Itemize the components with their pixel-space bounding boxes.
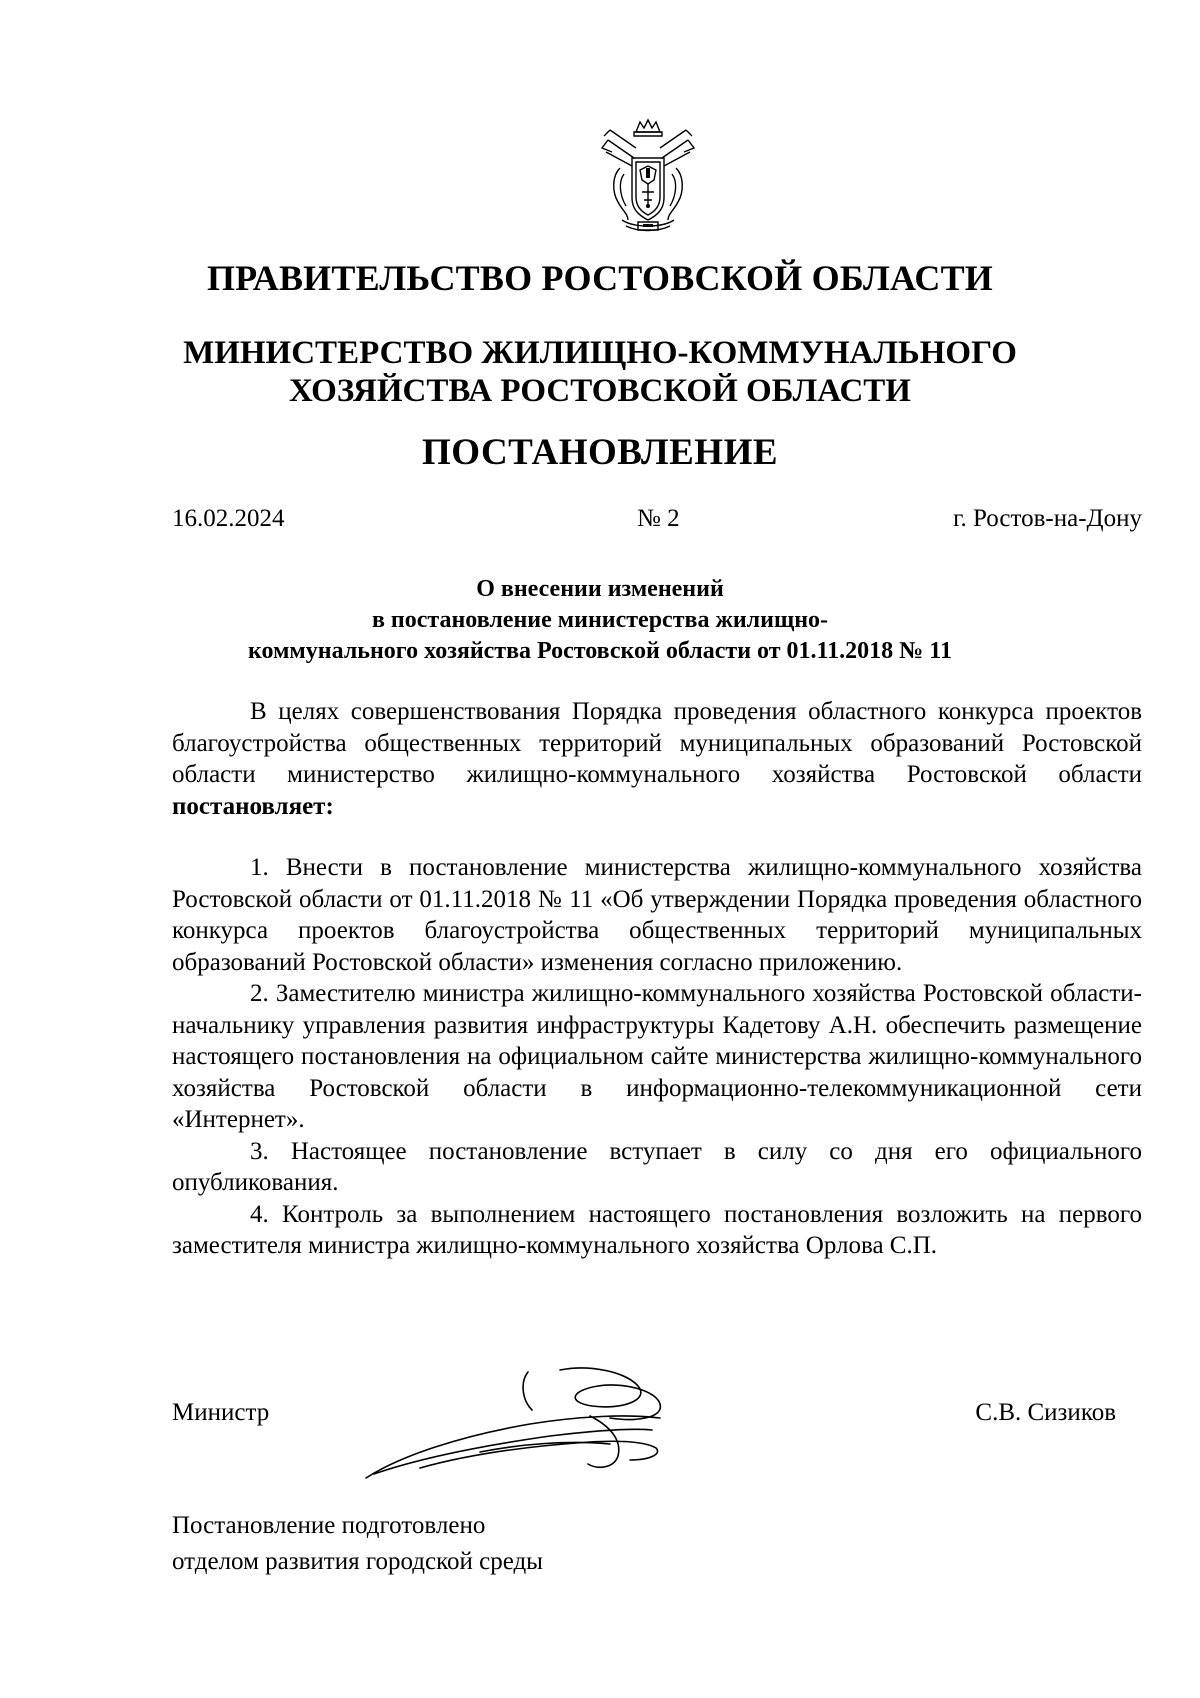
document-type: ПОСТАНОВЛЕНИЕ xyxy=(421,432,779,473)
prepared-by-line-2: отделом развития городской среды xyxy=(172,1548,543,1575)
intro-decree-word: постановляет: xyxy=(172,792,334,820)
government-title: ПРАВИТЕЛЬСТВО РОСТОВСКОЙ ОБЛАСТИ xyxy=(206,258,994,298)
ministry-title-line-2: ХОЗЯЙСТВА РОСТОВСКОЙ ОБЛАСТИ xyxy=(289,373,911,409)
subject-line-1: О внесении изменений xyxy=(476,576,724,602)
document-city: г. Ростов-на-Дону xyxy=(953,505,1142,532)
intro-text: В целях совершенствования Порядка проведения областного конкурса проектов благоустройства общественных территорий муниципальных образований Ростовской области министерство жилищно-коммунального хозяйства Ростовской области xyxy=(172,698,1142,788)
prepared-by-note xyxy=(172,1508,543,1580)
intro-paragraph xyxy=(172,696,1142,822)
document-number: № 2 xyxy=(637,505,680,532)
document-subject xyxy=(0,574,1200,667)
subject-line-3: коммунального хозяйства Ростовской области от 01.11.2018 № 11 xyxy=(248,638,952,664)
coat-of-arms-icon xyxy=(598,118,698,236)
handwritten-signature xyxy=(360,1360,720,1490)
document-date: 16.02.2024 xyxy=(172,505,285,532)
decree-item: 3. Настоящее постановление вступает в силу со дня его официального опубликования. xyxy=(172,1137,1142,1196)
decree-items xyxy=(172,852,1142,1262)
ministry-title xyxy=(0,334,1200,410)
signer-role: Министр xyxy=(172,1399,270,1426)
ministry-title-line-1: МИНИСТЕРСТВО ЖИЛИЩНО-КОММУНАЛЬНОГО xyxy=(183,335,1017,371)
decree-item: 2. Заместителю министра жилищно-коммунального хозяйства Ростовской области-начальнику управления развития инфраструктуры Кадетову А.Н. обеспечить размещение настоящего постановления на официальном сайте министерства жилищно-коммунального хозяйства Ростовской области в информационно-телекоммуникационной сети «Интернет». xyxy=(172,980,1142,1133)
decree-item: 4. Контроль за выполнением настоящего постановления возложить на первого заместителя министра жилищно-коммунального хозяйства Орлова С.П. xyxy=(172,1200,1142,1259)
signer-name: С.В. Сизиков xyxy=(975,1399,1116,1426)
prepared-by-line-1: Постановление подготовлено xyxy=(172,1512,486,1539)
decree-item: 1. Внести в постановление министерства жилищно-коммунального хозяйства Ростовской области от 01.11.2018 № 11 «Об утверждении Порядка проведения областного конкурса проектов благоустройства общественных территорий муниципальных образований Ростовской области» изменения согласно приложению. xyxy=(172,854,1142,976)
subject-line-2: в постановление министерства жилищно- xyxy=(371,607,829,633)
